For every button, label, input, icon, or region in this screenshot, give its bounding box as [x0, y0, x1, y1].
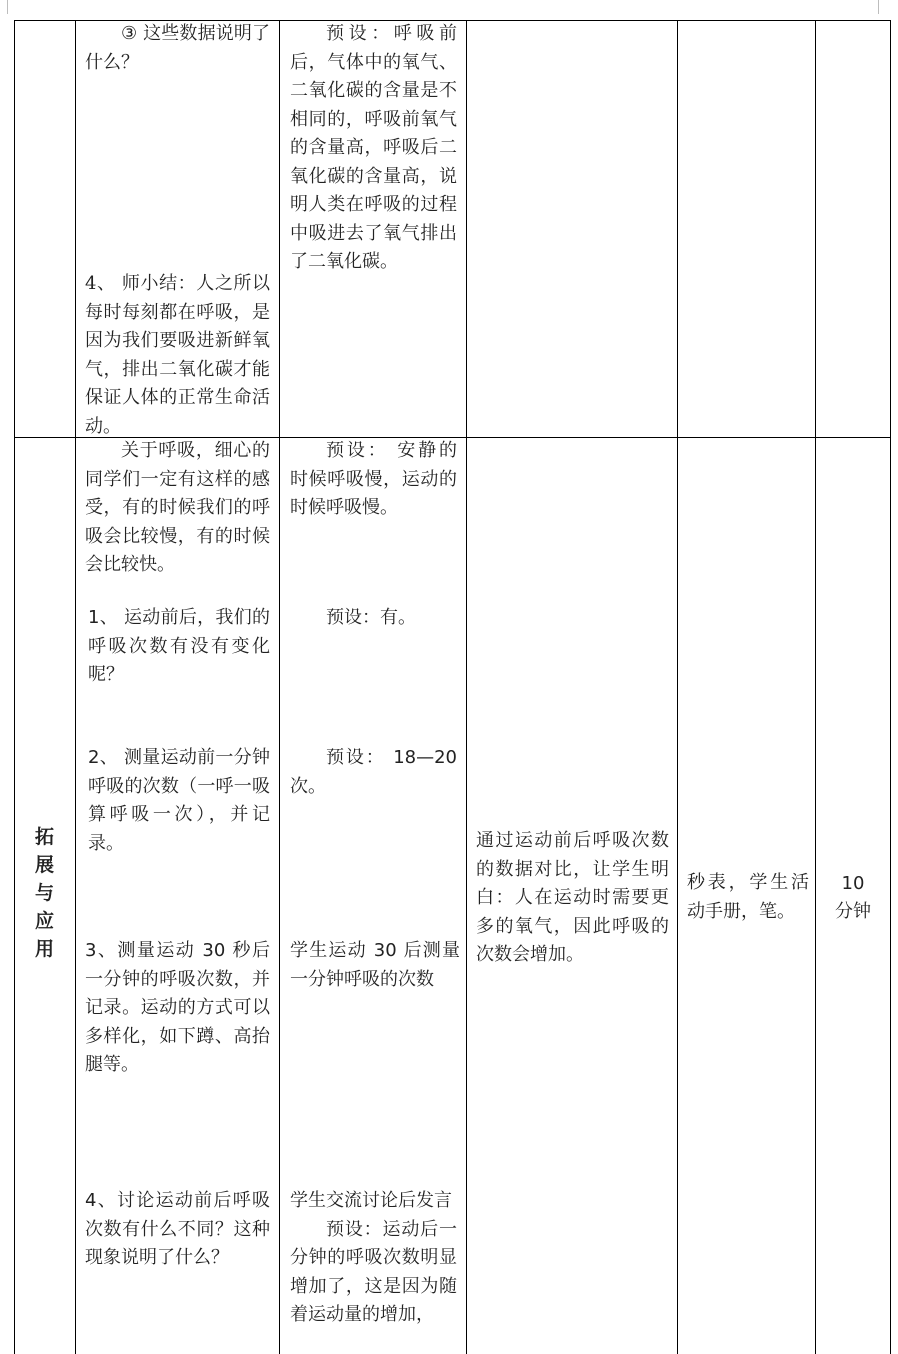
row1-teacher-question	[85, 20, 270, 77]
student-activity-text: 学生运动 30 后测量一分钟呼吸的次数	[290, 940, 460, 990]
teacher-step1-text: 1、 运动前后，我们的呼吸次数有没有变化呢？	[88, 607, 270, 685]
stage-char: 用	[34, 938, 54, 960]
materials-text: 秒表，学生活动手册，笔。	[687, 872, 809, 922]
row2-teacher-step2	[88, 744, 270, 858]
stage-char: 展	[34, 854, 54, 876]
row2-student-preset2	[290, 604, 457, 633]
row2-student-preset3	[290, 744, 457, 801]
student-preset1-text: 预设： 安静的时候呼吸慢，运动的时候呼吸慢。	[290, 440, 457, 518]
stage-char: 应	[34, 910, 54, 932]
row2-teacher-intro	[85, 437, 270, 580]
row2-student-preset1	[290, 437, 457, 523]
row2-design-intent	[476, 827, 669, 970]
teacher-step4-text: 4、讨论运动前后呼吸次数有什么不同？这种现象说明了什么？	[85, 1190, 270, 1268]
teacher-step3-text: 3、测量运动 30 秒后一分钟的呼吸次数，并记录。运动的方式可以多样化，如下蹲、高抬腿等。	[85, 940, 270, 1075]
teacher-step2-text: 2、 测量运动前一分钟呼吸的次数（一呼一吸算呼吸一次），并记录。	[88, 747, 270, 854]
stage-char: 拓	[34, 826, 54, 848]
student-preset3-text: 预设： 18—20次。	[290, 747, 457, 797]
teacher-q3-text: ③ 这些数据说明了什么？	[85, 23, 270, 73]
stage-char: 与	[34, 882, 54, 904]
design-intent-text: 通过运动前后呼吸次数的数据对比，让学生明白：人在运动时需要更多的氧气，因此呼吸的次数会增加。	[476, 830, 669, 965]
row2-materials	[687, 869, 809, 926]
teacher-summary-text: 4、 师小结：人之所以每时每刻都在呼吸，是因为我们要吸进新鲜氧气，排出二氧化碳才能保证人体的正常生命活动。	[85, 273, 270, 437]
teacher-intro-text: 关于呼吸，细心的同学们一定有这样的感受，有的时候我们的呼吸会比较慢，有的时候会比较快。	[85, 440, 270, 575]
stage-label-extension-application	[14, 823, 75, 963]
row1-teacher-summary	[85, 270, 270, 441]
row2-student-activity	[290, 937, 460, 994]
row2-teacher-step1	[88, 604, 270, 690]
student-preset-text: 预设：呼吸前后，气体中的氧气、二氧化碳的含量是不相同的，呼吸前氧气的含量高，呼吸后二氧化碳的含量高，说明人类在呼吸的过程中吸进去了氧气排出了二氧化碳。	[290, 23, 457, 272]
page-top-margin	[0, 0, 898, 20]
time-unit: 分钟	[835, 901, 871, 922]
student-preset2-text: 预设：有。	[326, 607, 416, 628]
student-preset4-text: 预设：运动后一分钟的呼吸次数明显增加了，这是因为随着运动量的增加，	[290, 1218, 457, 1325]
row2-time	[816, 870, 890, 926]
row2-student-discussion	[290, 1187, 457, 1330]
row1-student-response	[290, 20, 457, 277]
student-discuss-text: 学生交流讨论后发言	[290, 1190, 452, 1211]
row2-teacher-step4	[85, 1187, 270, 1273]
time-value: 10	[841, 873, 865, 894]
row2-teacher-step3	[85, 937, 270, 1080]
